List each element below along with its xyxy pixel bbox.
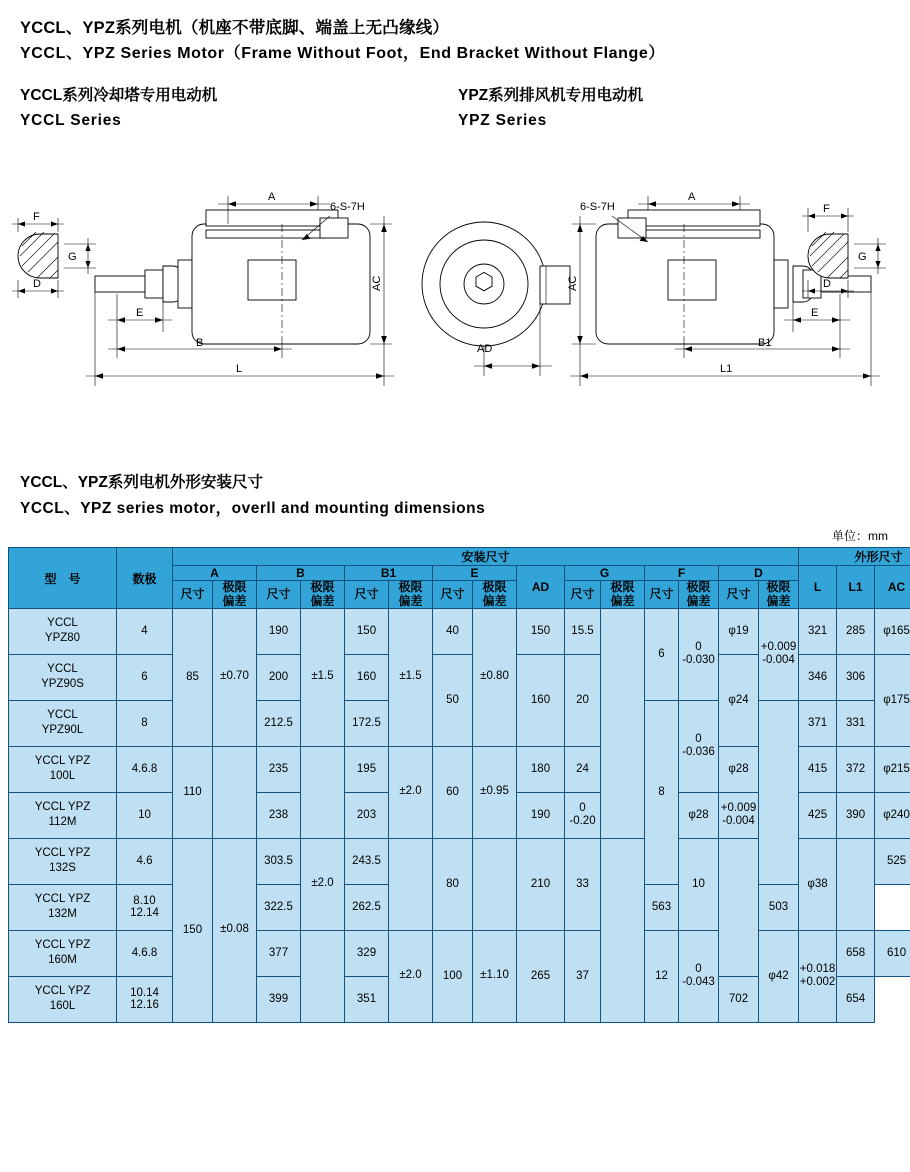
cell-B: 399	[257, 976, 301, 1022]
cell-D-tol: +0.009 -0.004	[759, 608, 799, 700]
table-row	[9, 930, 910, 976]
cell-D: φ19	[719, 608, 759, 654]
section-heading-english: YCCL、YPZ series motor，overll and mounting dimensions	[20, 499, 486, 517]
label-f-left: F	[33, 211, 40, 224]
label-l1: L1	[720, 363, 733, 376]
label-thread-right: 6-S-7H	[580, 201, 615, 214]
cell-A: 150	[173, 838, 213, 1022]
cell-G: 15.5	[565, 608, 601, 654]
cell-L: 346	[799, 654, 837, 700]
cell-B: 235	[257, 746, 301, 792]
header-col-AD: AD	[517, 566, 565, 608]
model-line2: 112M	[48, 816, 77, 829]
header-size-B: 尺寸	[257, 581, 301, 608]
title-english: YCCL、YPZ Series Motor（Frame Without Foot，End Bracket Without Flange）	[20, 44, 665, 62]
cell-E: 60	[433, 746, 473, 838]
cell-B1: 150	[345, 608, 389, 654]
cell-E-tol	[473, 838, 517, 930]
technical-drawing	[0, 148, 910, 448]
cell-G: 37	[565, 930, 601, 1022]
cell-F: 12	[645, 930, 679, 1022]
cell-AD: 160	[517, 654, 565, 746]
cell-AC: φ165	[875, 608, 910, 654]
cell-D: φ28	[679, 792, 719, 838]
model-line2: 100L	[49, 770, 76, 783]
cell-A: 85	[173, 608, 213, 746]
cell-L1: 372	[837, 746, 875, 792]
cell-L: 702	[719, 976, 759, 1022]
cell-F-tol: +0.009 -0.004	[719, 792, 759, 838]
header-size-F: 尺寸	[645, 581, 679, 608]
left-motor-body	[192, 210, 370, 344]
model-line2: YPZ90S	[41, 678, 84, 691]
cell-A-tol: ±0.08	[213, 838, 257, 1022]
model-line2: 160L	[49, 1000, 76, 1013]
cell-AD: 150	[517, 608, 565, 654]
header-tol-F: 极限 偏差	[679, 581, 719, 608]
cell-F: 6	[645, 608, 679, 700]
table-row	[9, 608, 910, 654]
cell-B: 190	[257, 608, 301, 654]
cell-F-tol	[719, 838, 759, 976]
model-line2: 160M	[48, 954, 77, 967]
cell-E-tol: ±1.10	[473, 930, 517, 1022]
cell-model	[9, 746, 117, 792]
header-col-D: D	[719, 566, 799, 581]
cell-D: φ24	[719, 654, 759, 746]
model-line1: YCCL YPZ	[34, 846, 91, 859]
cell-B: 212.5	[257, 700, 301, 746]
cell-G: 0 -0.20	[565, 792, 601, 838]
section-heading-chinese: YCCL、YPZ系列电机外形安装尺寸	[20, 474, 263, 492]
header-tol-D: 极限 偏差	[759, 581, 799, 608]
subtitle-right	[458, 84, 643, 134]
cell-B1: 262.5	[345, 884, 389, 930]
label-a-left: A	[268, 191, 276, 204]
header-col-AC: AC	[875, 566, 910, 608]
cell-G: 20	[565, 654, 601, 746]
cell-E-tol: ±0.95	[473, 746, 517, 838]
cell-D-tol	[837, 838, 875, 930]
cell-poles: 8.10 12.14	[117, 884, 173, 930]
cell-B1-tol	[389, 838, 433, 930]
model-line1: YCCL	[47, 616, 78, 629]
dimensions-table-wrap	[0, 547, 910, 1022]
label-e-right: E	[811, 307, 819, 320]
cell-AD: 180	[517, 746, 565, 792]
header-tol-E: 极限 偏差	[473, 581, 517, 608]
cell-model	[9, 792, 117, 838]
cell-poles: 8	[117, 700, 173, 746]
cell-L: 563	[645, 884, 679, 930]
cell-B: 200	[257, 654, 301, 700]
header-group-install: 安装尺寸	[173, 548, 799, 566]
cell-G-tol	[601, 608, 645, 838]
header-size-D: 尺寸	[719, 581, 759, 608]
header-tol-B1: 极限 偏差	[389, 581, 433, 608]
cell-AC: φ240	[875, 792, 910, 838]
header-col-F: F	[645, 566, 719, 581]
header-tol-A: 极限 偏差	[213, 581, 257, 608]
cell-AC: φ175	[875, 654, 910, 746]
left-key-section	[12, 218, 96, 298]
dimensions-table	[8, 547, 910, 1022]
cell-B1: 243.5	[345, 838, 389, 884]
cell-E: 50	[433, 654, 473, 746]
cell-B1: 329	[345, 930, 389, 976]
cell-F: 8	[645, 700, 679, 884]
cell-L1: 306	[837, 654, 875, 700]
cell-poles: 10.14 12.16	[117, 976, 173, 1022]
label-ad: AD	[477, 343, 493, 356]
model-line1: YCCL	[47, 662, 78, 675]
cell-L1: 654	[837, 976, 875, 1022]
subtitle-left-chinese: YCCL系列冷却塔专用电动机	[20, 87, 218, 105]
cell-L: 415	[799, 746, 837, 792]
right-motor-body	[596, 210, 774, 344]
label-thread-left: 6-S-7H	[330, 201, 365, 214]
model-line1: YCCL YPZ	[34, 754, 91, 767]
cell-B-tol: ±1.5	[301, 608, 345, 746]
page-title	[0, 0, 910, 66]
cell-model	[9, 700, 117, 746]
label-e-left: E	[136, 307, 144, 320]
model-line1: YCCL	[47, 708, 78, 721]
cell-poles: 4	[117, 608, 173, 654]
header-size-A: 尺寸	[173, 581, 213, 608]
cell-poles: 10	[117, 792, 173, 838]
left-shaft	[95, 260, 192, 308]
model-line2: 132S	[49, 862, 76, 875]
cell-E-tol: ±0.80	[473, 608, 517, 746]
cell-D-tol: +0.018 +0.002	[799, 930, 837, 1022]
cell-B1-tol: ±2.0	[389, 930, 433, 1022]
subtitle-left	[20, 84, 217, 134]
cell-F-tol: 0 -0.043	[679, 930, 719, 1022]
cell-model	[9, 976, 117, 1022]
cell-model	[9, 654, 117, 700]
subtitle-right-chinese: YPZ系列排风机专用电动机	[458, 87, 644, 105]
header-col-L: L	[799, 566, 837, 608]
cell-A: 110	[173, 746, 213, 838]
cell-B: 377	[257, 930, 301, 976]
cell-AD: 265	[517, 930, 565, 1022]
title-chinese: YCCL、YPZ系列电机（机座不带底脚、端盖上无凸缘线）	[20, 19, 450, 37]
cell-L1: 503	[759, 884, 799, 930]
header-col-B: B	[257, 566, 345, 581]
cell-D: φ38	[799, 838, 837, 930]
dimensions-table-body	[9, 608, 910, 1022]
cell-D: φ42	[759, 930, 799, 1022]
cell-B: 238	[257, 792, 301, 838]
cell-B1: 160	[345, 654, 389, 700]
unit-label: 单位：mm	[832, 529, 888, 544]
model-line2: YPZ90L	[41, 724, 84, 737]
cell-D-tol	[759, 700, 799, 884]
header-poles: 数极	[117, 548, 173, 608]
header-col-A: A	[173, 566, 257, 581]
cell-AD: 210	[517, 838, 565, 930]
model-line2: YPZ80	[44, 632, 81, 645]
subtitle-left-english: YCCL Series	[20, 112, 122, 130]
motor-outline-drawing	[0, 148, 910, 448]
cell-AC: φ215	[875, 746, 910, 792]
cell-B1: 203	[345, 792, 389, 838]
label-ac-right: AC	[567, 276, 579, 292]
cell-B-tol: ±2.0	[301, 838, 345, 930]
cell-E: 100	[433, 930, 473, 1022]
cell-AD: 190	[517, 792, 565, 838]
cell-E: 40	[433, 608, 473, 654]
model-line2: 132M	[48, 908, 77, 921]
cell-L: 425	[799, 792, 837, 838]
header-col-B1: B1	[345, 566, 433, 581]
model-line1: YCCL YPZ	[34, 984, 91, 997]
subtitle-row	[0, 84, 910, 142]
cell-A-tol	[213, 746, 257, 838]
cell-G: 24	[565, 746, 601, 792]
label-b1: B1	[758, 337, 772, 350]
cell-B: 322.5	[257, 884, 301, 930]
model-line1: YCCL YPZ	[34, 800, 91, 813]
label-ac-left: AC	[371, 276, 383, 292]
label-b: B	[196, 337, 204, 350]
cell-poles: 4.6.8	[117, 746, 173, 792]
model-line1: YCCL YPZ	[34, 938, 91, 951]
cell-B: 303.5	[257, 838, 301, 884]
header-group-outline: 外形尺寸	[799, 548, 910, 566]
label-d-left: D	[33, 278, 41, 291]
header-size-E: 尺寸	[433, 581, 473, 608]
cell-G-tol	[601, 838, 645, 1022]
cell-L: 371	[799, 700, 837, 746]
header-size-B1: 尺寸	[345, 581, 389, 608]
cell-L: 321	[799, 608, 837, 654]
label-g-right: G	[858, 251, 867, 264]
section-heading	[0, 448, 910, 521]
cell-F-tol: 0 -0.030	[679, 608, 719, 700]
cell-model	[9, 608, 117, 654]
cell-B1: 351	[345, 976, 389, 1022]
label-a-right: A	[688, 191, 696, 204]
cell-D: φ28	[719, 746, 759, 792]
subtitle-right-english: YPZ Series	[458, 112, 547, 130]
cell-L: 658	[837, 930, 875, 976]
cell-model	[9, 838, 117, 884]
cell-F-tol: 0 -0.036	[679, 700, 719, 792]
header-col-G: G	[565, 566, 645, 581]
cell-poles: 4.6.8	[117, 930, 173, 976]
header-col-L1: L1	[837, 566, 875, 608]
cell-poles: 6	[117, 654, 173, 700]
header-tol-B: 极限 偏差	[301, 581, 345, 608]
cell-A-tol: ±0.70	[213, 608, 257, 746]
cell-poles: 4.6	[117, 838, 173, 884]
cell-L1: 390	[837, 792, 875, 838]
cell-L1: 610	[875, 930, 910, 976]
cell-F: 10	[679, 838, 719, 930]
header-tol-G: 极限 偏差	[601, 581, 645, 608]
header-model: 型 号	[9, 548, 117, 608]
header-col-E: E	[433, 566, 517, 581]
cell-B1-tol: ±2.0	[389, 746, 433, 838]
model-line1: YCCL YPZ	[34, 892, 91, 905]
cell-E: 80	[433, 838, 473, 930]
cell-L1: 285	[837, 608, 875, 654]
label-l: L	[236, 363, 243, 376]
header-size-G: 尺寸	[565, 581, 601, 608]
cell-B-tol	[301, 746, 345, 838]
cell-G: 33	[565, 838, 601, 930]
cell-B-tol	[301, 930, 345, 1022]
cell-L: 525	[875, 838, 910, 884]
label-g-left: G	[68, 251, 77, 264]
cell-B1-tol: ±1.5	[389, 608, 433, 746]
label-d-right: D	[823, 278, 831, 291]
cell-B1: 172.5	[345, 700, 389, 746]
cell-L1: 331	[837, 700, 875, 746]
cell-model	[9, 884, 117, 930]
label-f-right: F	[823, 203, 830, 216]
cell-B1: 195	[345, 746, 389, 792]
center-end-view	[422, 222, 570, 376]
cell-model	[9, 930, 117, 976]
